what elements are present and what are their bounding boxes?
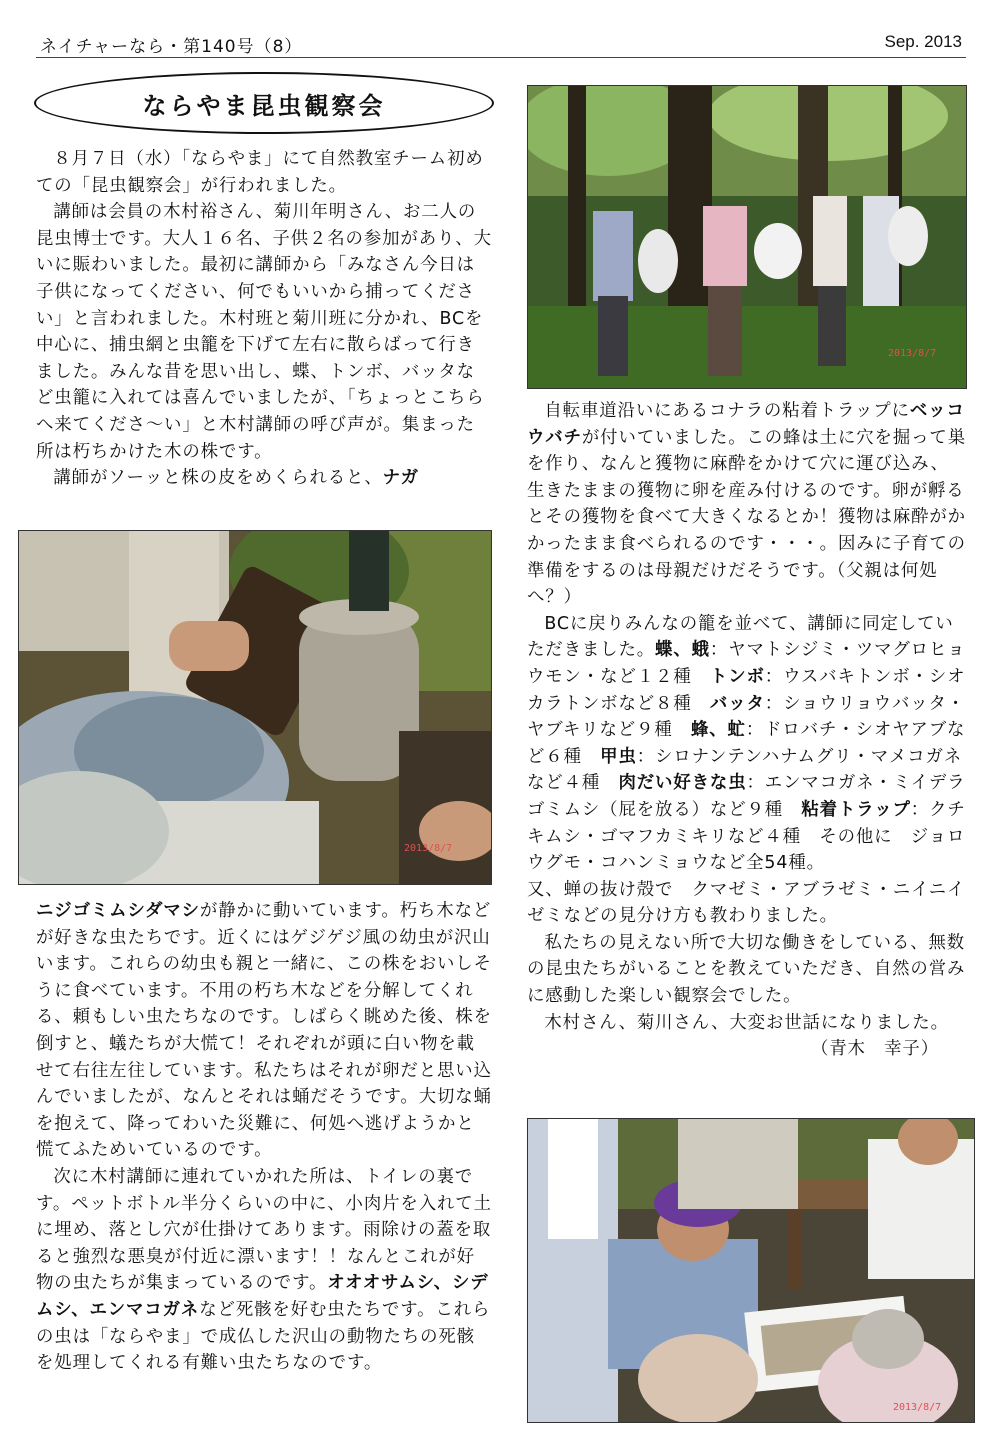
- cicada-paragraph: 又、蝉の抜け殻で クマゼミ・アブラゼミ・ニイニイゼミなどの見分け方も教わりました。: [527, 879, 966, 927]
- wasp-paragraph-rest: が付いていました。この蜂は土に穴を掘って巣を作り、なんと獲物に麻酔をかけて穴に運び込み、生きたままの獲物に卵を産み付けるのです。卵が孵るとその獲物を食べて大きくなるとか！獲物は麻酔がかかったまま食べられるのです・・・。因みに子育ての準備をするのは母親だけだそうです。（父親は何処へ？）: [527, 427, 966, 608]
- wasp-name: ベッコウバチ: [527, 401, 965, 448]
- group-photo-date-stamp: 2013/8/7: [893, 1402, 942, 1413]
- species-paragraph: [527, 611, 967, 877]
- species-text-carrion: ：エンマコガネ・ミイデラゴミムシ（屁を放る）など９種: [527, 773, 966, 820]
- left-column-bottom-text: [36, 898, 492, 1377]
- forest-photo: [527, 85, 967, 389]
- forest-photo-illustration: [528, 86, 966, 388]
- intro-paragraph: ８月７日（水）「ならやま」にて自然教室チーム初めての「昆虫観察会」が行われました。: [36, 149, 484, 196]
- species-text-dragonflies: ：ウスバキトンボ・シオカラトンボなど８種: [527, 666, 966, 714]
- species-label-butterflies: 蝶、蛾: [655, 640, 710, 661]
- species-text-sticky-trap: ：クチキムシ・ゴマフカミキリなど４種: [527, 799, 966, 847]
- trap-paragraph: [36, 1164, 492, 1377]
- species-label-carrion: 肉だい好きな虫: [618, 773, 747, 794]
- group-photo-illustration: [528, 1119, 974, 1422]
- stump-photo: [18, 530, 492, 885]
- header-divider: [36, 57, 966, 58]
- thanks-line: 木村さん、菊川さん、大変お世話になりました。: [544, 1012, 949, 1033]
- species-label-sticky-trap: 粘着トラップ: [801, 799, 911, 820]
- author-name: （青木 幸子）: [810, 1039, 939, 1060]
- species-label-dragonflies: トンボ: [709, 666, 765, 687]
- issue-date: Sep. 2013: [884, 32, 962, 51]
- left-column-top-text: [36, 146, 492, 492]
- trap-paragraph-end: など死骸を好む虫たちです。これらの虫は「ならやま」で成仏した沢山の動物たちの死骸を処理してくれる有難い虫たちなのです。: [36, 1299, 491, 1374]
- beetle-name-part1: ナガ: [382, 468, 419, 489]
- species-label-bees: 蜂、虻: [690, 720, 746, 741]
- beetle-name-part2: ニジゴミムシダマシ: [36, 901, 200, 921]
- species-paragraph-lead: BCに戻りみんなの籠を並べて、講師に同定していただきました。: [527, 613, 954, 661]
- trap-paragraph-text: 次に木村講師に連れていかれた所は、トイレの裏です。ペットボトル半分くらいの中に、小肉片を入れて土に埋め、落とし穴が仕掛けてあります。雨除けの蓋を取ると強烈な悪臭が付近に漂います！！なんとこれが好物の虫たちが集まっているのです。: [36, 1166, 492, 1294]
- species-text-beetles: ：シロナンテンハナムグリ・マメコガネなど４種: [527, 746, 963, 794]
- forest-photo-date-stamp: 2013/8/7: [888, 348, 937, 359]
- group-photo: [527, 1118, 975, 1423]
- closing-paragraph: 私たちの見えない所で大切な働きをしている、無数の昆虫たちがいることを教えていただき、自然の営みに感動した楽しい観察会でした。: [527, 932, 966, 1007]
- species-label-grasshoppers: バッタ: [709, 693, 765, 714]
- stump-paragraph-lead: 講師がソーッと株の皮をめくられると、: [53, 468, 383, 489]
- wasp-paragraph-lead: 自転車道沿いにあるコナラの粘着トラップに: [544, 401, 910, 421]
- right-column-text: [527, 398, 967, 1063]
- stump-photo-date-stamp: 2013/8/7: [404, 843, 453, 854]
- species-label-beetles: 甲虫: [600, 746, 637, 767]
- species-text-grasshoppers: ：ショウリョウバッタ・ヤブキリなど９種: [527, 693, 966, 741]
- carrion-beetles-names: オオオサムシ、シデムシ、エンマコガネ: [36, 1273, 489, 1320]
- wasp-paragraph: [527, 398, 967, 611]
- stump-paragraph-start: [36, 465, 492, 492]
- stump-photo-illustration: [19, 531, 491, 884]
- lecturer-paragraph: 講師は会員の木村裕さん、菊川年明さん、お二人の昆虫博士です。大人１６名、子供２名の参加があり、大いに賑わいました。最初に講師から「みなさん今日は子供になってください、何でもいいから捕ってください」と言われました。木村班と菊川班に分かれ、BCを中心に、捕虫網と虫籠を下げて左右に散らばって行きました。みんな昔を思い出し、蝶、トンボ、バッタなど虫籠に入れては喜んでいましたが、「ちょっとこちらへ来てくださ～い」と木村講師の呼び声が。集まった所は朽ちかけた木の株です。: [36, 202, 492, 462]
- stump-paragraph-rest: が静かに動いています。朽ち木などが好きな虫たちです。近くにはゲジゲジ風の幼虫が沢山います。これらの幼虫も親と一緒に、この株をおいしそうに食べています。不用の朽ち木などを分解してくれる、頼もしい虫たちなのです。しばらく眺めた後、株を倒すと、蟻たちが大慌て！それぞれが頭に白い物を載せて右往左往しています。私たちはそれが卵だと思い込んでいましたが、なんとそれは蛹だそうです。大切な蛹を抱えて、降ってわいた災難に、何処へ逃げようかと慌てふためいているのです。: [36, 901, 492, 1161]
- newsletter-issue-label: ネイチャーなら・第140号（8）: [40, 37, 303, 57]
- stump-paragraph-continued: [36, 898, 492, 1164]
- article-title: ならやま昆虫観察会: [34, 72, 494, 134]
- species-other: その他に ジョロウグモ・コハンミョウなど全54種。: [527, 826, 966, 874]
- species-text-bees: ：ドロバチ・シオヤアブなど６種: [527, 720, 966, 767]
- species-text-butterflies: ：ヤマトシジミ・ツマグロヒョウモン・など１２種: [527, 640, 966, 687]
